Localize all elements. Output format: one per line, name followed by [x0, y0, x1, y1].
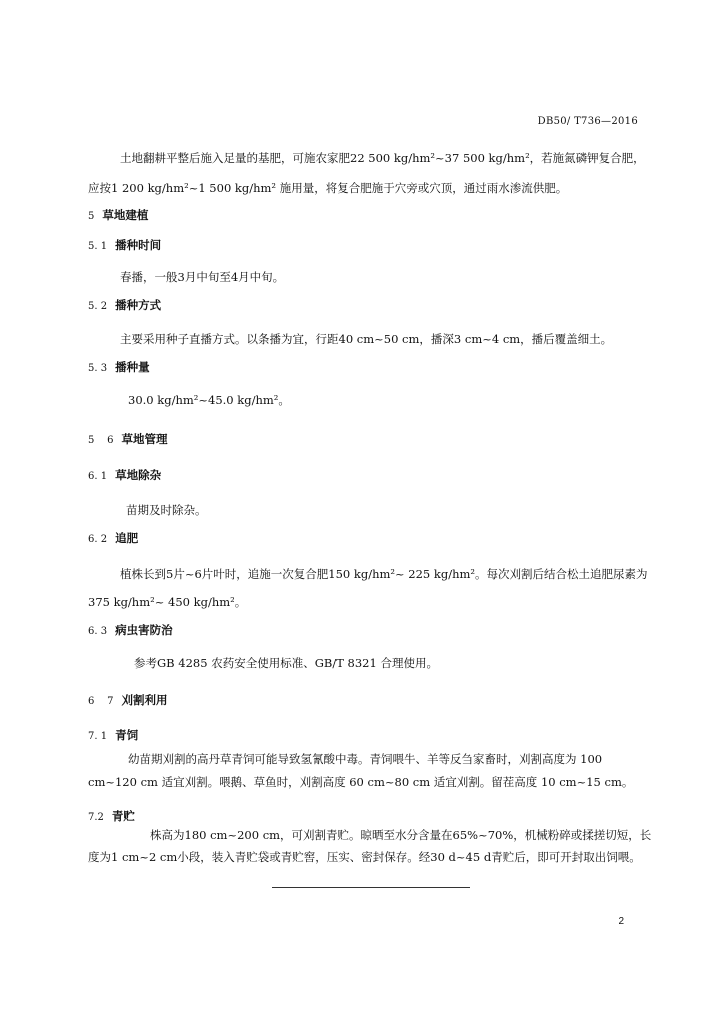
section-number: 6. 1	[88, 471, 108, 482]
paragraph-7-2-line-1: 株高为180 cm~200 cm，可刈割青贮。晾晒至水分含量在65%~70%，机械粉碎或揉搓切短，长	[150, 828, 652, 842]
section-heading-7-1	[88, 727, 138, 743]
section-title: 草地建植	[102, 208, 149, 222]
paragraph-7-1-line-1: 幼苗期刈割的高丹草青饲可能导致氢氰酸中毒。青饲喂牛、羊等反刍家畜时，刈割高度为 100	[128, 752, 603, 766]
paragraph-6-3: 参考GB 4285 农药安全使用标准、GB/T 8321 合理使用。	[134, 656, 438, 670]
section-number: 5. 2	[88, 301, 108, 312]
paragraph-fertilizer-line-1: 土地翻耕平整后施入足量的基肥，可施农家肥22 500 kg/hm²~37 500 kg/hm²，若施氮磷钾复合肥，	[120, 151, 645, 165]
paragraph-6-2-line-2: 375 kg/hm²~ 450 kg/hm²。	[88, 595, 247, 609]
section-number: 6. 2	[88, 534, 108, 545]
section-heading-7-2	[88, 808, 135, 824]
section-heading-5	[88, 207, 148, 223]
section-heading-6-3	[88, 622, 173, 638]
section-title: 刈割利用	[121, 693, 168, 707]
end-rule	[272, 887, 470, 888]
paragraph-6-1: 苗期及时除杂。	[126, 503, 207, 517]
section-heading-5-3	[88, 359, 150, 375]
section-heading-6-1	[88, 467, 161, 483]
section-title: 草地管理	[121, 432, 168, 446]
section-heading-7	[88, 692, 167, 708]
section-title: 青饲	[115, 728, 139, 742]
page-number: 2	[618, 916, 624, 927]
paragraph-6-2-line-1: 植株长到5片~6片叶时，追施一次复合肥150 kg/hm²~ 225 kg/hm²。每次刈割后结合松土追肥尿素为	[120, 567, 648, 581]
section-number: 6 7	[88, 696, 114, 707]
section-heading-5-2	[88, 297, 161, 313]
section-heading-6-2	[88, 530, 138, 546]
section-title: 播种量	[115, 360, 150, 374]
section-number: 5 6	[88, 435, 114, 446]
section-title: 青贮	[111, 809, 135, 823]
paragraph-5-2: 主要采用种子直播方式。以条播为宜，行距40 cm~50 cm，播深3 cm~4 cm，播后覆盖细土。	[120, 332, 613, 346]
section-heading-6	[88, 431, 167, 447]
section-heading-5-1	[88, 237, 161, 253]
section-title: 播种时间	[115, 238, 162, 252]
section-number: 5. 1	[88, 241, 108, 252]
section-number: 5	[88, 211, 95, 222]
section-number: 6. 3	[88, 626, 108, 637]
paragraph-5-3: 30.0 kg/hm²~45.0 kg/hm²。	[128, 393, 290, 407]
standard-number: DB50/ T736—2016	[537, 116, 638, 127]
section-title: 追肥	[115, 531, 139, 545]
section-number: 5. 3	[88, 363, 108, 374]
section-number: 7.2	[88, 812, 104, 823]
section-title: 病虫害防治	[115, 623, 173, 637]
paragraph-5-1: 春播，一般3月中旬至4月中旬。	[120, 270, 285, 284]
paragraph-fertilizer-line-2: 应按1 200 kg/hm²~1 500 kg/hm² 施用量，将复合肥施于穴旁或穴顶，通过雨水渗流供肥。	[88, 181, 568, 195]
section-title: 草地除杂	[115, 468, 162, 482]
paragraph-7-1-line-2: cm~120 cm 适宜刈割。喂鹅、草鱼时，刈割高度 60 cm~80 cm 适宜刈割。留茬高度 10 cm~15 cm。	[88, 775, 634, 789]
section-number: 7. 1	[88, 731, 108, 742]
paragraph-7-2-line-2: 度为1 cm~2 cm小段，装入青贮袋或青贮窖，压实、密封保存。经30 d~45 d青贮后，即可开封取出饲喂。	[88, 850, 641, 864]
section-title: 播种方式	[115, 298, 162, 312]
